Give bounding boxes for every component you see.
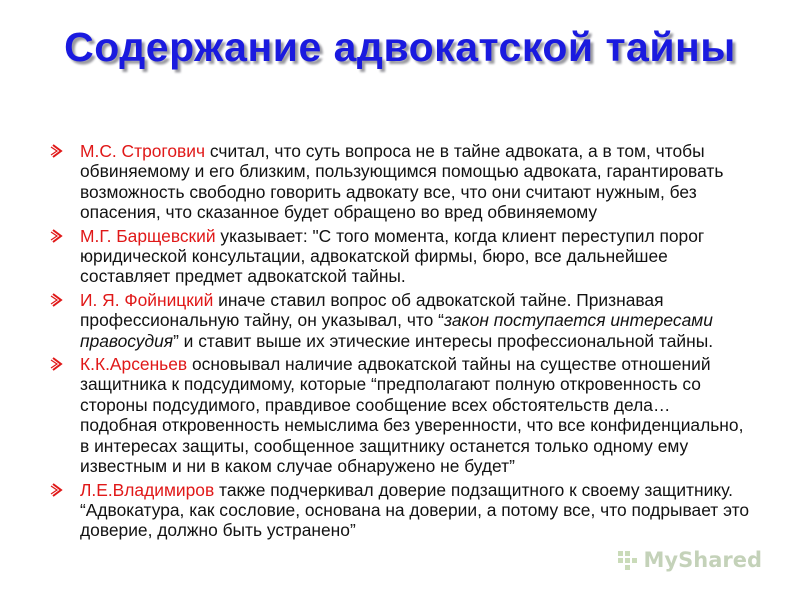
list-item [50,141,750,223]
item-text: основывал наличие адвокатской тайны на существе отношений защитника к подсудимому, которые “предполагают полную откровенность со стороны подсудимого, правдивое сообщение всех обстоятельств дела… подобная откровенность немыслима без уверенности, что все конфиденциально, в интересах защиты, сообщенное защитнику останется только одному ему известным и ни в каком случае обнаружено не будет” [80,354,744,477]
item-text: иначе ставил вопрос об адвокатской тайне. Признавая профессиональную тайну, он указывал, что “ [80,289,664,331]
item-text: также подчеркивал доверие подзащитного к своему защитнику. “Адвокатура, как сословие, основана на доверии, а потому все, что подрывает это доверие, должно быть устранено” [80,479,750,541]
watermark-text: MyShared [643,548,762,572]
item-text-after: ” и ставит выше их этические интересы профессиональной тайны. [173,330,714,351]
author-name: М.Г. Барщевский [80,225,216,246]
list-item [50,290,750,351]
list-item [50,354,750,476]
author-name: Л.Е.Владимиров [80,479,215,500]
italic-quote: закон поступается интересами правосудия [80,310,713,351]
arrow-bullet-icon [50,229,64,243]
slide-title: Содержание адвокатской тайны [64,24,736,70]
author-name: М.С. Строгович [80,141,206,161]
arrow-bullet-icon [50,293,64,307]
author-name: И. Я. Фойницкий [80,289,214,310]
author-name: К.К.Арсеньев [80,354,188,375]
list-item [50,480,750,541]
arrow-bullet-icon [50,483,64,497]
arrow-bullet-icon [50,144,64,158]
watermark [616,548,762,572]
item-text: считал, что суть вопроса не в тайне адвоката, а в том, чтобы обвиняемому и его близким, пользующимся помощью адвоката, гарантировать возможность свободно говорить адвокату все, что они считают нужным, без опасения, что сказанное будет обращено во вред обвиняемому [80,141,724,223]
list-item [50,226,750,287]
myshared-logo-icon [616,549,638,571]
item-text: указывает: "С того момента, когда клиент переступил порог юридической консультации, адвокатской фирмы, бюро, все дальнейшее составляет предмет адвокатской тайны. [80,225,705,287]
bullet-list [50,141,750,544]
arrow-bullet-icon [50,357,64,371]
